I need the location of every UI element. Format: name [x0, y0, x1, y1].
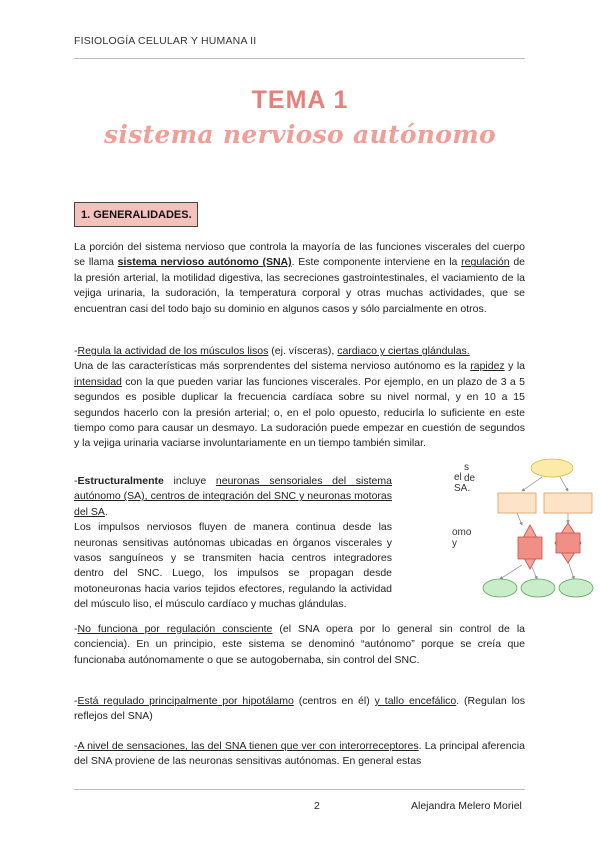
paragraph-intro: La porción del sistema nervioso que controla la mayoría de las funciones viscerales del cuerpo se llama sistema nervioso autónomo (SNA). Este componente interviene en la regulación de la presión arterial, la motilidad digestiva, las secreciones gastrointestinales, el vaciamiento de la vejiga urinaria, la sudoración, la temperatura corporal y otras muchas actividades, que se encuentran casi del todo bajo su dominio en algunos casos y sólo parcialmente en otros.	[74, 241, 526, 315]
topic-title: TEMA 1	[251, 86, 349, 114]
header-divider	[74, 58, 525, 59]
paragraph-unconscious: -No funciona por regulación consciente (el SNA opera por lo general sin control de la conciencia). En un principio, este sistema se denominó “autónomo” porque se creía que funcionaba autónomamente o que se autogobernaba, sin control del SNC.	[74, 623, 525, 666]
term-sna: sistema nervioso autónomo (SNA)	[117, 256, 292, 269]
diagram-graphic	[482, 455, 594, 600]
paragraph-regulation: -Regula la actividad de los músculos lisos (ej. vísceras), cardiaco y ciertas glándulas. Una de las características más sorprendentes del sistema nervioso autónomo es la rapidez y la intensidad con la que pueden variar las funciones viscerales. Por ejemplo, en un plazo de 3 a 5 segundos es posible duplicar la frecuencia cardíaca sobre su nivel normal, y en 10 a 15 segundos hacerlo con la presión arterial; o, en el polo opuesto, reducirla lo suficiente en este tiempo como para causar un desmayo. La sudoración puede empezar en cuestión de segundos y la vejiga urinaria vaciarse involuntariamente en un tiempo también similar.	[74, 345, 526, 450]
page-number: 2	[314, 800, 320, 812]
topic-subtitle: sistema nervioso autónomo	[104, 120, 496, 149]
paragraph-sensations: -A nivel de sensaciones, las del SNA tienen que ver con interorreceptores. La principal aferencia del SNA proviene de las neuronas sensitivas autónomas. En general estas	[74, 740, 525, 768]
author-name: Alejandra Melero Moriel	[411, 800, 522, 812]
diagram-fragment-1: s de	[464, 462, 476, 484]
footer-divider	[74, 789, 525, 790]
document-header: FISIOLOGÍA CELULAR Y HUMANA II	[74, 35, 257, 47]
diagram-fragment-2: el SA.	[454, 472, 471, 494]
paragraph-hypothalamus: -Está regulado principalmente por hipotálamo (centros en él) y tallo encefálico. (Regulan los reflejos del SNA)	[74, 695, 525, 723]
section-heading: 1. GENERALIDADES.	[74, 202, 198, 227]
diagram-fragment-3: omo y	[452, 527, 472, 549]
paragraph-structure: -Estructuralmente incluye neuronas sensoriales del sistema autónomo (SA), centros de integración del SNC y neuronas motoras del SA. Los impulsos nerviosos fluyen de manera continua desde las neuronas sensitivas autónomas ubicadas en órganos viscerales y vasos sanguíneos y se transmiten hacia centros integradores dentro del SNC. Luego, los impulsos se propagan desde motoneuronas hacia varios tejidos efectores, regulando la actividad del músculo liso, el músculo cardíaco y muchas glándulas.	[74, 475, 392, 611]
